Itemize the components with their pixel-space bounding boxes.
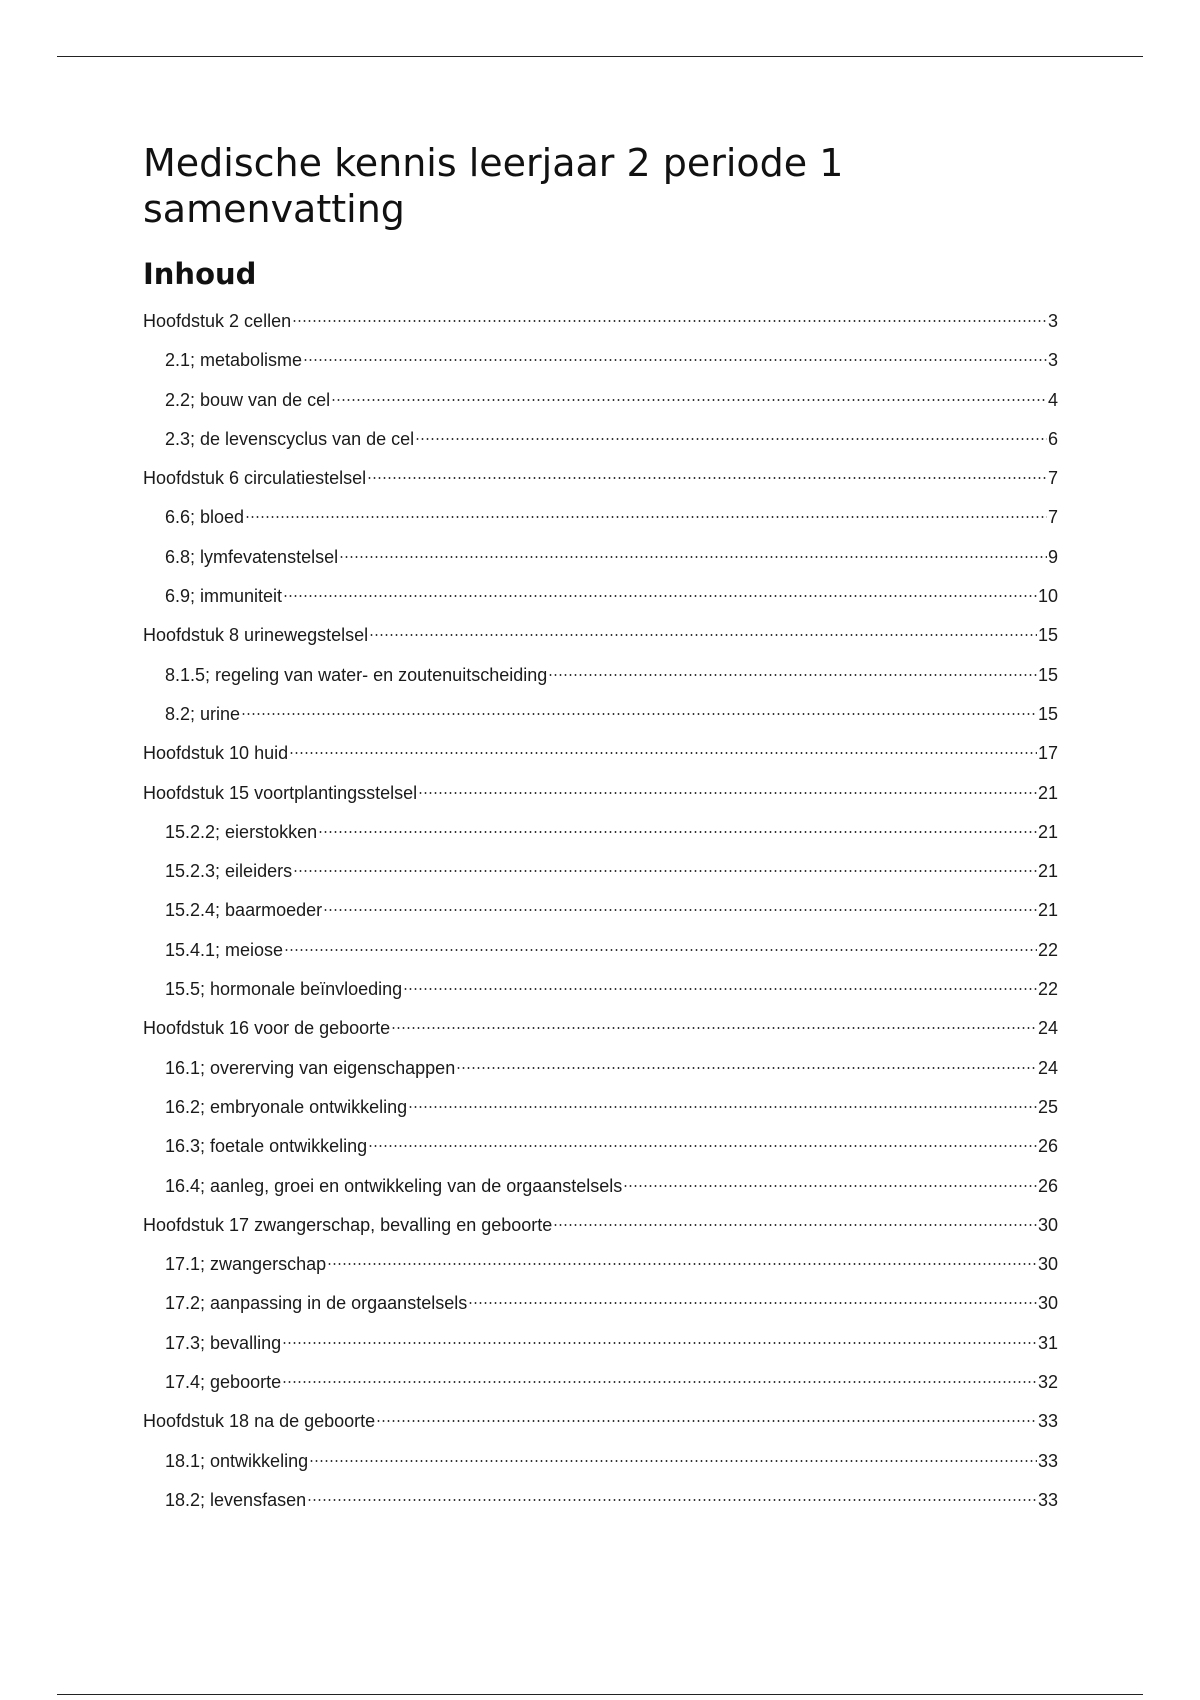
toc-dot-leader — [309, 1460, 1037, 1462]
toc-section-entry[interactable] — [143, 1442, 1058, 1481]
toc-dot-leader — [303, 359, 1047, 361]
toc-entry-label: 15.5; hormonale beïnvloeding — [165, 979, 403, 1000]
toc-section-entry[interactable] — [143, 1127, 1058, 1166]
toc-page-number: 24 — [1037, 1057, 1058, 1078]
toc-entry-label: 2.1; metabolisme — [165, 350, 303, 371]
toc-entry-label: 16.1; overerving van eigenschappen — [165, 1057, 456, 1078]
toc-page-number: 30 — [1037, 1214, 1058, 1235]
toc-section-entry[interactable] — [143, 341, 1058, 380]
toc-entry-label: 16.2; embryonale ontwikkeling — [165, 1096, 408, 1117]
toc-chapter-entry[interactable] — [143, 1206, 1058, 1245]
toc-page-number: 10 — [1037, 586, 1058, 607]
toc-dot-leader — [456, 1067, 1037, 1069]
toc-page-number: 22 — [1037, 939, 1058, 960]
toc-dot-leader — [468, 1302, 1037, 1304]
toc-entry-label: 15.4.1; meiose — [165, 939, 284, 960]
toc-dot-leader — [339, 556, 1047, 558]
table-of-contents — [143, 302, 1058, 1520]
toc-page-number: 21 — [1037, 782, 1058, 803]
toc-dot-leader — [623, 1185, 1037, 1187]
toc-entry-label: Hoofdstuk 16 voor de geboorte — [143, 1018, 391, 1039]
toc-entry-label: 18.1; ontwikkeling — [165, 1450, 309, 1471]
toc-entry-label: 2.3; de levenscyclus van de cel — [165, 428, 415, 449]
toc-entry-label: Hoofdstuk 6 circulatiestelsel — [143, 468, 367, 489]
toc-chapter-entry[interactable] — [143, 302, 1058, 341]
toc-entry-label: 6.6; bloed — [165, 507, 245, 528]
toc-entry-label: 15.2.4; baarmoeder — [165, 900, 323, 921]
toc-entry-label: 6.9; immuniteit — [165, 586, 283, 607]
toc-page-number: 7 — [1047, 507, 1058, 528]
toc-section-entry[interactable] — [143, 1481, 1058, 1520]
toc-page-number: 4 — [1047, 389, 1058, 410]
toc-page-number: 9 — [1047, 546, 1058, 567]
toc-dot-leader — [376, 1420, 1037, 1422]
toc-page-number: 3 — [1047, 311, 1058, 331]
toc-section-entry[interactable] — [143, 1284, 1058, 1323]
toc-dot-leader — [284, 949, 1037, 951]
toc-dot-leader — [367, 477, 1047, 479]
toc-entry-label: 17.4; geboorte — [165, 1372, 282, 1393]
toc-chapter-entry[interactable] — [143, 616, 1058, 655]
toc-entry-label: 2.2; bouw van de cel — [165, 389, 331, 410]
toc-entry-label: 17.3; bevalling — [165, 1332, 282, 1353]
toc-chapter-entry[interactable] — [143, 774, 1058, 813]
toc-section-entry[interactable] — [143, 891, 1058, 930]
toc-page-number: 31 — [1037, 1332, 1058, 1353]
toc-dot-leader — [553, 1224, 1037, 1226]
toc-entry-label: Hoofdstuk 17 zwangerschap, bevalling en geboorte — [143, 1214, 553, 1235]
toc-entry-label: 15.2.3; eileiders — [165, 861, 293, 882]
toc-dot-leader — [331, 399, 1047, 401]
toc-dot-leader — [391, 1027, 1037, 1029]
toc-page-number: 6 — [1047, 428, 1058, 449]
toc-entry-label: 18.2; levensfasen — [165, 1489, 307, 1510]
toc-section-entry[interactable] — [143, 1245, 1058, 1284]
toc-page-number: 33 — [1037, 1489, 1058, 1510]
toc-dot-leader — [403, 988, 1037, 990]
toc-dot-leader — [327, 1263, 1037, 1265]
toc-dot-leader — [307, 1499, 1037, 1501]
footer-rule — [57, 1694, 1143, 1695]
toc-page-number: 26 — [1037, 1175, 1058, 1196]
toc-section-entry[interactable] — [143, 970, 1058, 1009]
toc-page-number: 15 — [1037, 703, 1058, 724]
toc-section-entry[interactable] — [143, 381, 1058, 420]
toc-dot-leader — [548, 674, 1037, 676]
toc-dot-leader — [283, 595, 1037, 597]
page-content — [143, 140, 1058, 1520]
toc-page-number: 3 — [1047, 350, 1058, 371]
toc-entry-label: 17.1; zwangerschap — [165, 1254, 327, 1275]
toc-page-number: 21 — [1037, 861, 1058, 882]
toc-dot-leader — [289, 752, 1037, 754]
toc-heading: Inhoud — [143, 257, 257, 291]
toc-entry-label: 8.2; urine — [165, 703, 241, 724]
header-rule — [57, 56, 1143, 57]
toc-page-number: 7 — [1047, 468, 1058, 489]
toc-dot-leader — [282, 1381, 1037, 1383]
toc-dot-leader — [369, 634, 1037, 636]
toc-section-entry[interactable] — [143, 1167, 1058, 1206]
toc-page-number: 25 — [1037, 1096, 1058, 1117]
toc-dot-leader — [418, 792, 1037, 794]
toc-page-number: 33 — [1037, 1411, 1058, 1432]
document-title: Medische kennis leerjaar 2 periode 1 samenvatting — [143, 141, 844, 231]
toc-dot-leader — [415, 438, 1047, 440]
toc-entry-label: 15.2.2; eierstokken — [165, 821, 318, 842]
toc-dot-leader — [318, 831, 1037, 833]
toc-entry-label: 17.2; aanpassing in de orgaanstelsels — [165, 1293, 468, 1314]
toc-dot-leader — [408, 1106, 1037, 1108]
toc-page-number: 21 — [1037, 900, 1058, 921]
toc-page-number: 32 — [1037, 1372, 1058, 1393]
toc-entry-label: 6.8; lymfevatenstelsel — [165, 546, 339, 567]
toc-page-number: 15 — [1037, 625, 1058, 646]
toc-chapter-entry[interactable] — [143, 734, 1058, 773]
toc-section-entry[interactable] — [143, 420, 1058, 459]
toc-page-number: 33 — [1037, 1450, 1058, 1471]
toc-dot-leader — [241, 713, 1037, 715]
toc-dot-leader — [293, 870, 1037, 872]
toc-chapter-entry[interactable] — [143, 459, 1058, 498]
toc-dot-leader — [245, 516, 1047, 518]
toc-entry-label: Hoofdstuk 10 huid — [143, 743, 289, 764]
toc-section-entry[interactable] — [143, 498, 1058, 537]
toc-section-entry[interactable] — [143, 577, 1058, 616]
toc-entry-label: Hoofdstuk 8 urinewegstelsel — [143, 625, 369, 646]
toc-entry-label: Hoofdstuk 18 na de geboorte — [143, 1411, 376, 1432]
toc-section-entry[interactable] — [143, 656, 1058, 695]
toc-entry-label: 16.3; foetale ontwikkeling — [165, 1136, 368, 1157]
toc-dot-leader — [282, 1342, 1037, 1344]
toc-page-number: 21 — [1037, 821, 1058, 842]
toc-page-number: 30 — [1037, 1293, 1058, 1314]
toc-section-entry[interactable] — [143, 1324, 1058, 1363]
toc-page-number: 30 — [1037, 1254, 1058, 1275]
toc-section-entry[interactable] — [143, 1088, 1058, 1127]
toc-dot-leader — [292, 320, 1047, 322]
toc-dot-leader — [323, 909, 1037, 911]
toc-section-entry[interactable] — [143, 813, 1058, 852]
toc-chapter-entry[interactable] — [143, 1009, 1058, 1048]
toc-entry-label: Hoofdstuk 2 cellen — [143, 311, 292, 331]
toc-entry-label: 8.1.5; regeling van water- en zoutenuitscheiding — [165, 664, 548, 685]
toc-dot-leader — [368, 1145, 1037, 1147]
toc-entry-label: Hoofdstuk 15 voortplantingsstelsel — [143, 782, 418, 803]
toc-page-number: 15 — [1037, 664, 1058, 685]
toc-page-number: 24 — [1037, 1018, 1058, 1039]
toc-section-entry[interactable] — [143, 695, 1058, 734]
toc-entry-label: 16.4; aanleg, groei en ontwikkeling van de orgaanstelsels — [165, 1175, 623, 1196]
toc-page-number: 22 — [1037, 979, 1058, 1000]
toc-section-entry[interactable] — [143, 931, 1058, 970]
toc-section-entry[interactable] — [143, 1363, 1058, 1402]
toc-page-number: 17 — [1037, 743, 1058, 764]
toc-section-entry[interactable] — [143, 538, 1058, 577]
toc-section-entry[interactable] — [143, 852, 1058, 891]
toc-section-entry[interactable] — [143, 1049, 1058, 1088]
toc-chapter-entry[interactable] — [143, 1402, 1058, 1441]
toc-page-number: 26 — [1037, 1136, 1058, 1157]
